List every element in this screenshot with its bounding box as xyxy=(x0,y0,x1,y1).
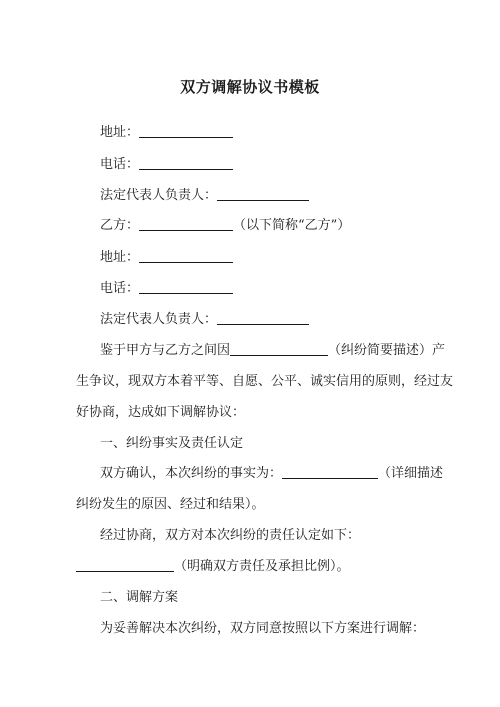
party-b-address-line xyxy=(100,250,233,266)
party-b-phone-line xyxy=(100,281,233,297)
party-b-phone-blank xyxy=(139,281,233,294)
section-1-responsibility-line-2 xyxy=(76,559,350,575)
party-a-address-label: 地址： xyxy=(100,125,140,140)
party-b-legal-rep-label: 法定代表人负责人： xyxy=(100,312,218,327)
party-b-phone-label: 电话： xyxy=(100,281,140,296)
party-a-address-line xyxy=(100,125,233,141)
party-b-alias: （以下简称“乙方”） xyxy=(233,218,351,233)
intro-line-3: 好协商，达成如下调解协议： xyxy=(76,405,246,420)
intro-line-1 xyxy=(100,343,445,359)
responsibility-note: （明确双方责任及承担比例）。 xyxy=(174,559,350,574)
dispute-description-blank xyxy=(230,343,328,356)
party-a-address-blank xyxy=(139,125,233,138)
party-b-name-blank xyxy=(139,218,233,231)
intro-part-2: （纠纷简要描述）产 xyxy=(328,343,446,358)
party-a-legal-rep-line xyxy=(100,188,309,204)
party-b-address-label: 地址： xyxy=(100,250,140,265)
responsibility-blank xyxy=(76,559,174,572)
facts-blank xyxy=(282,466,378,479)
section-1-facts-line-1 xyxy=(100,466,443,482)
section-2-intro: 为妥善解决本次纠纷，双方同意按照以下方案进行调解： xyxy=(100,621,426,636)
facts-part-1: 双方确认，本次纠纷的事实为： xyxy=(100,466,283,481)
section-1-responsibility-line-1: 经过协商，双方对本次纠纷的责任认定如下： xyxy=(100,528,361,543)
party-b-line xyxy=(100,218,350,234)
party-a-legal-rep-label: 法定代表人负责人： xyxy=(100,188,218,203)
party-b-address-blank xyxy=(139,250,233,263)
party-b-legal-rep-line xyxy=(100,312,309,328)
intro-part-1: 鉴于甲方与乙方之间因 xyxy=(100,343,231,358)
party-a-phone-blank xyxy=(139,157,233,170)
facts-part-2: （详细描述 xyxy=(378,466,444,481)
intro-line-2: 生争议，现双方本着平等、自愿、公平、诚实信用的原则，经过友 xyxy=(76,374,454,389)
section-1-heading: 一、纠纷事实及责任认定 xyxy=(100,436,244,451)
party-b-label: 乙方： xyxy=(100,218,140,233)
party-a-phone-line xyxy=(100,157,233,173)
section-2-heading: 二、调解方案 xyxy=(100,590,179,605)
party-b-legal-rep-blank xyxy=(217,312,309,325)
party-a-legal-rep-blank xyxy=(217,188,309,201)
party-a-phone-label: 电话： xyxy=(100,157,140,172)
document-title: 双方调解协议书模板 xyxy=(180,78,320,96)
section-1-facts-line-2: 纠纷发生的原因、经过和结果）。 xyxy=(76,497,265,512)
